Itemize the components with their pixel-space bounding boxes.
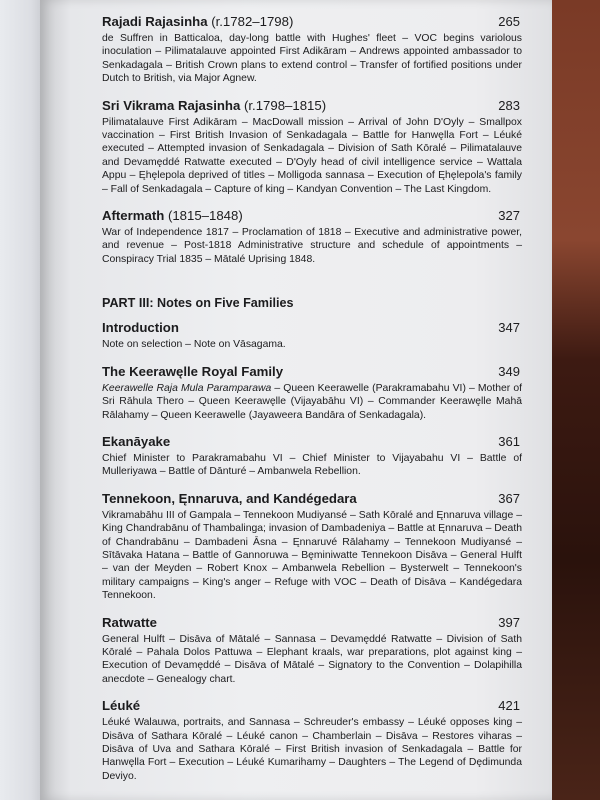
entry-title: Rajadi Rajasinha (r.1782–1798)	[102, 14, 294, 29]
book-page	[40, 0, 552, 800]
part-heading: PART III: Notes on Five Families	[102, 296, 294, 311]
entry-page-number: 347	[498, 320, 520, 336]
table-of-contents	[102, 14, 522, 795]
entry-title: Léuké	[102, 698, 141, 714]
toc-entry	[102, 364, 522, 422]
toc-entry	[102, 14, 522, 86]
entry-title: Introduction	[102, 320, 179, 336]
entry-page-number: 361	[498, 433, 520, 449]
entry-description: de Suffren in Batticaloa, day-long battle with Hughes' fleet – VOC begins variolous inoculation – Pilimatalauve appointed First Adikāram – Andrews appointed ambassador to Senkadagala – British Crown plans to extend control – Transfer of fortified positions under Dutch to British, via Major Agnew.	[102, 33, 522, 85]
entry-page-number: 349	[498, 363, 520, 379]
toc-entry	[102, 434, 522, 479]
entry-title: Tennekoon, Ęnnaruva, and Kandégedara	[102, 490, 357, 506]
entry-page-number: 327	[498, 208, 520, 224]
toc-entry	[102, 208, 522, 266]
entry-page-number: 283	[498, 97, 520, 113]
toc-entry	[102, 98, 522, 196]
entry-title: Ratwatte	[102, 614, 157, 630]
facing-page-edge	[0, 0, 44, 800]
entry-description-italic: Keerawelle Raja Mula Paramparawa	[102, 382, 272, 394]
entry-description: Keerawelle Raja Mula Paramparawa – Queen Keerawelle (Parakramabahu VI) – Mother of Sri Rāhula Thero – Queen Keerawęlle (Vijayabāhu VI) – Commander Keerawęlle Mahā Rālahamy – Queen Keerawelle (Jayaweera Bandāra of Senkadagala).	[102, 382, 523, 421]
entry-title: Ekanāyake	[102, 433, 171, 449]
entry-description: Vikramabāhu III of Gampala – Tennekoon Mudiyansé – Sath Kōralé and Ęnnaruva village – King Chandrabānu of Thambalinga; invasion of Dambadeniya – Battle at Ęnnaruva – Death of Chandrabānu – Dambadeni Āsna – Ęnnaruvé Rālahamy – Tennekoon Mudiyansé – Sītāvaka Hatana – Battle of Gannoruwa – Bęminiwatte Tennekoon Disāva – General Hulft – van der Meyden – Robert Knox – Ambanwela Rebellion – Bysterwelt – Tennekoon's military campaigns – King's anger – Refuge with VOC – Death of Disāva – Kandégedara Tennekoon.	[102, 509, 522, 602]
entry-page-number: 397	[498, 614, 520, 630]
entry-page-number: 265	[498, 14, 520, 29]
entry-description: Chief Minister to Parakramabahu VI – Chief Minister to Vijayabahu VI – Battle of Mulleriyawa – Battle of Dānturé – Ambanwela Rebellion.	[102, 452, 522, 478]
entry-description: Léuké Walauwa, portraits, and Sannasa – Schreuder's embassy – Léuké opposes king – Disāva of Sathara Kōralé – Léuké canon – Chamberlain – Disāva – Restores viharas – Disāva of Uva and Sathara Kōralé – First British invasion of Senkadagala – Battle for Hanwęlla Fort – Execution – Léuké Kumarihamy – Daughters – The Legend of Dędimunda Deviyo.	[102, 717, 522, 782]
entry-description: Pilimatalauve First Adikāram – MacDowall mission – Arrival of John D'Oyly – Smallpox vaccination – First British Invasion of Senkadagala – Battle for Hanwęlla Fort – Léuké executed – Attempted invasion of Senkadagala – Division of Sath Kōralé – Pilimatalauve and Devamęddé Ratwatte executed – D'Oyly head of civil intelligence service – Wattala Appu – Ęhęlepola deprived of titles – Molligoda sannasa – Execution of Ęhęlepola's family – Fall of Senkadagala – Capture of king – Kandyan Convention – The Last Kingdom.	[102, 116, 522, 195]
entry-page-number: 421	[498, 698, 520, 714]
toc-entry	[102, 698, 522, 783]
toc-entry	[102, 491, 522, 603]
entry-description: War of Independence 1817 – Proclamation of 1818 – Executive and administrative power, and revenue – Post-1818 Administrative structure and schedule of appointments – Conspiracy Trial 1835 – Mātalé Uprising 1848.	[102, 227, 522, 265]
toc-entry	[102, 320, 522, 351]
entry-title: Sri Vikrama Rajasinha (r.1798–1815)	[102, 97, 327, 113]
entry-page-number: 367	[498, 490, 520, 506]
entry-title: Aftermath (1815–1848)	[102, 208, 243, 224]
entry-description: Note on selection – Note on Vāsagama.	[102, 339, 286, 351]
toc-entry	[102, 615, 522, 687]
entry-title: The Keerawęlle Royal Family	[102, 363, 284, 379]
entry-description: General Hulft – Disāva of Mātalé – Sannasa – Devamęddé Ratwatte – Division of Sath Kōralé – Pahala Dolos Pattuwa – Elephant kraals, war preparations, plot against king – Execution of Devamęddé – Disāva of Mātalé – Signatory to the Convention – Dolapihilla anecdote – Genealogy chart.	[102, 633, 522, 685]
